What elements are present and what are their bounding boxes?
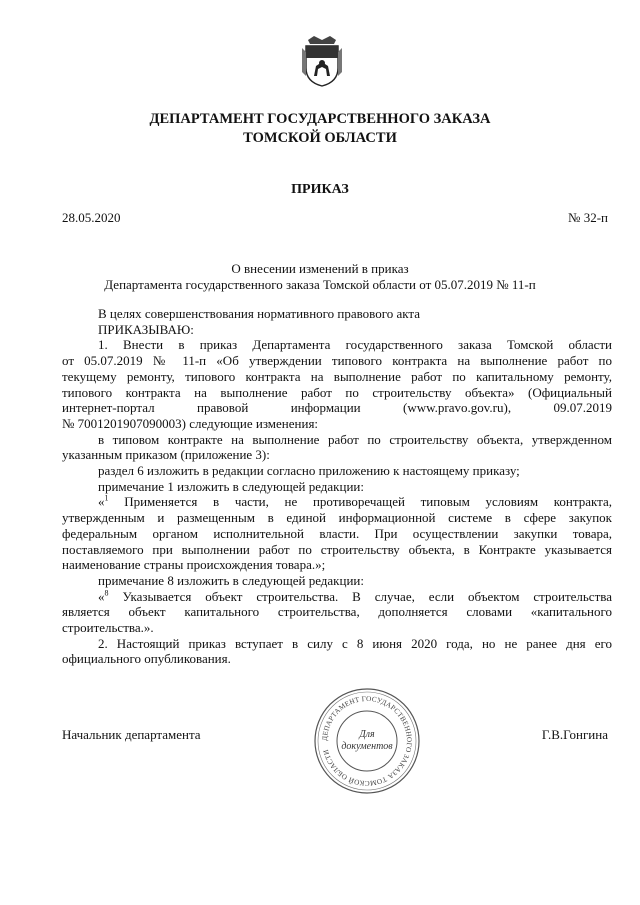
item1-line: от 05.07.2019 № 11-п «Об утверждении типового контракта на выполнение работ по — [62, 353, 612, 369]
note8-line: Указывается объект строительства. В случае, если объектом строительства — [108, 588, 612, 604]
note1-line: наименование страны происхождения товара.»; — [62, 557, 326, 573]
signer-name: Г.В.Гонгина — [541, 727, 608, 742]
contract-line: в типовом контракте на выполнение работ по строительству объекта, утвержденном — [98, 431, 612, 447]
document-type: ПРИКАЗ — [291, 182, 349, 197]
document-number: № 32-п — [568, 210, 608, 225]
order-word: ПРИКАЗЫВАЮ: — [98, 321, 194, 337]
item1-line: текущему ремонту, типового контракта на выполнение работ по капитальному ремонту, — [62, 368, 612, 384]
document-date: 28.05.2020 — [62, 210, 121, 225]
purpose-text: В целях совершенствования нормативного правового акта — [98, 306, 421, 321]
item-1 — [62, 337, 612, 431]
seal-center-line2: документов — [341, 741, 393, 752]
note1-line: утвержденным и размещенным в единой информационной системе в сфере закупок — [62, 510, 612, 526]
note8-line: строительства.». — [62, 620, 154, 636]
note1-line: поставляемого при выполнении работ по строительству объекта, в Контракте указывается — [62, 541, 612, 557]
subject-line1: О внесении изменений в приказ — [231, 261, 409, 276]
footnote-mark: 8 — [104, 588, 109, 598]
department-name-line1: ДЕПАРТАМЕНТ ГОСУДАРСТВЕННОГО ЗАКАЗА — [149, 111, 491, 127]
note-8 — [62, 589, 612, 636]
item1-line: 1. Внести в приказ Департамента государственного заказа Томской области — [98, 337, 612, 353]
note1-line: Применяется в части, не противоречащей типовым условиям контракта, — [108, 494, 612, 510]
tomsk-coat-of-arms-icon — [300, 32, 344, 88]
item1-line: № 7001201907090003) следующие изменения: — [62, 415, 319, 431]
official-seal — [312, 686, 422, 796]
contract-line: указанным приказом (приложение 3): — [62, 447, 270, 463]
department-name-line2: ТОМСКОЙ ОБЛАСТИ — [243, 130, 397, 146]
section6-text: раздел 6 изложить в редакции согласно приложению к настоящему приказу; — [98, 463, 520, 479]
subject-line2: Департамента государственного заказа Томской области от 05.07.2019 № 11-п — [104, 277, 536, 292]
item1-line: интернет-портал правовой информации (www.pravo.gov.ru), 09.07.2019 — [62, 400, 612, 416]
note-1 — [62, 494, 612, 573]
note8-line: является объект капитального строительства, дополняется словами «капитального — [62, 604, 612, 620]
footnote-mark: 1 — [104, 494, 109, 504]
seal-center-line1: Для — [359, 729, 375, 740]
item2-line: официального опубликования. — [62, 651, 231, 667]
note1-intro: примечание 1 изложить в следующей редакции: — [98, 478, 364, 494]
open-quote: « — [98, 494, 105, 510]
note8-intro: примечание 8 изложить в следующей редакции: — [98, 572, 364, 588]
note1-first-line — [62, 494, 612, 510]
item2-line: 2. Настоящий приказ вступает в силу с 8 июня 2020 года, но не ранее дня его — [98, 635, 612, 651]
seal-ring-text: ДЕПАРТАМЕНТ ГОСУДАРСТВЕННОГО ЗАКАЗА ТОМСКОЙ ОБЛАСТИ — [320, 694, 414, 788]
document-body — [62, 306, 612, 667]
note8-first-line — [62, 589, 612, 605]
item1-line: типового контракта на выполнение работ по строительству объекта» (Официальный — [62, 384, 612, 400]
note1-line: федеральным органом исполнительной власти. При осуществлении закупки товара, — [62, 525, 612, 541]
signer-position: Начальник департамента — [62, 727, 201, 742]
open-quote: « — [98, 588, 105, 604]
